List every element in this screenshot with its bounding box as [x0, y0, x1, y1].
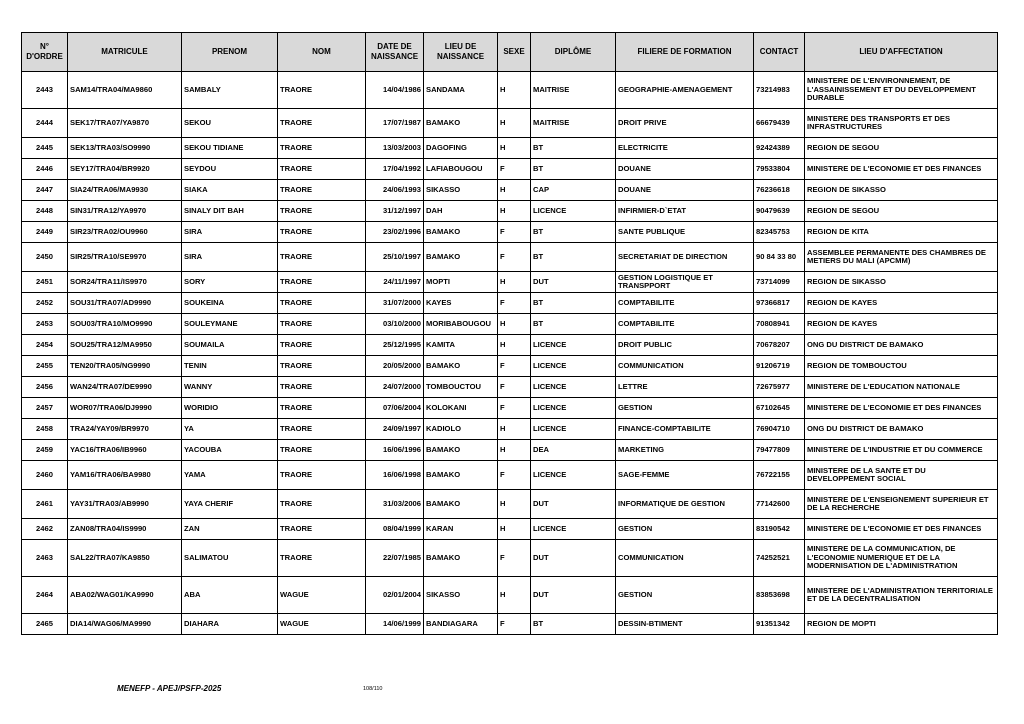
cell-date: 31/07/2000: [366, 293, 424, 314]
table-row: [22, 519, 998, 540]
cell-affectation: MINISTERE DE L'EDUCATION NATIONALE: [805, 377, 998, 398]
assignment-table: [21, 32, 998, 635]
cell-sexe: F: [498, 159, 531, 180]
cell-ordre: 2457: [22, 398, 68, 419]
cell-date: 24/07/2000: [366, 377, 424, 398]
cell-matricule: SEK13/TRA03/SO9990: [68, 138, 182, 159]
cell-diplome: DEA: [531, 440, 616, 461]
cell-prenom: DIAHARA: [182, 614, 278, 635]
cell-lieu: BAMAKO: [424, 540, 498, 577]
cell-contact: 90 84 33 80: [754, 243, 805, 272]
cell-ordre: 2461: [22, 490, 68, 519]
cell-nom: TRAORE: [278, 356, 366, 377]
table-row: [22, 356, 998, 377]
cell-date: 24/06/1993: [366, 180, 424, 201]
cell-ordre: 2464: [22, 577, 68, 614]
cell-filiere: COMPTABILITE: [616, 314, 754, 335]
cell-affectation: REGION DE KAYES: [805, 314, 998, 335]
table-row: [22, 398, 998, 419]
cell-diplome: LICENCE: [531, 335, 616, 356]
cell-matricule: ZAN08/TRA04/IS9990: [68, 519, 182, 540]
cell-diplome: MAITRISE: [531, 72, 616, 109]
cell-contact: 67102645: [754, 398, 805, 419]
cell-prenom: SINALY DIT BAH: [182, 201, 278, 222]
cell-prenom: WANNY: [182, 377, 278, 398]
cell-contact: 73214983: [754, 72, 805, 109]
cell-ordre: 2443: [22, 72, 68, 109]
cell-sexe: H: [498, 577, 531, 614]
cell-affectation: REGION DE SIKASSO: [805, 180, 998, 201]
cell-affectation: REGION DE SIKASSO: [805, 272, 998, 293]
cell-contact: 76236618: [754, 180, 805, 201]
cell-matricule: SEY17/TRA04/BR9920: [68, 159, 182, 180]
cell-date: 22/07/1985: [366, 540, 424, 577]
cell-affectation: ONG DU DISTRICT DE BAMAKO: [805, 419, 998, 440]
cell-lieu: BAMAKO: [424, 109, 498, 138]
cell-lieu: BAMAKO: [424, 490, 498, 519]
cell-nom: TRAORE: [278, 398, 366, 419]
cell-affectation: MINISTERE DE L'ADMINISTRATION TERRITORIALE ET DE LA DECENTRALISATION: [805, 577, 998, 614]
cell-sexe: H: [498, 419, 531, 440]
cell-diplome: DUT: [531, 577, 616, 614]
cell-diplome: DUT: [531, 272, 616, 293]
col-header-sexe: SEXE: [498, 33, 531, 72]
cell-lieu: LAFIABOUGOU: [424, 159, 498, 180]
cell-contact: 90479639: [754, 201, 805, 222]
cell-ordre: 2454: [22, 335, 68, 356]
cell-nom: WAGUE: [278, 577, 366, 614]
table-row: [22, 272, 998, 293]
cell-diplome: BT: [531, 222, 616, 243]
cell-matricule: WAN24/TRA07/DE9990: [68, 377, 182, 398]
cell-affectation: MINISTERE DE L'ECONOMIE ET DES FINANCES: [805, 159, 998, 180]
cell-affectation: ASSEMBLEE PERMANENTE DES CHAMBRES DE METIERS DU MALI (APCMM): [805, 243, 998, 272]
cell-lieu: SIKASSO: [424, 577, 498, 614]
table-row: [22, 138, 998, 159]
cell-prenom: SALIMATOU: [182, 540, 278, 577]
table-row: [22, 490, 998, 519]
cell-sexe: F: [498, 222, 531, 243]
cell-filiere: SECRETARIAT DE DIRECTION: [616, 243, 754, 272]
cell-ordre: 2465: [22, 614, 68, 635]
cell-nom: TRAORE: [278, 377, 366, 398]
cell-contact: 73714099: [754, 272, 805, 293]
cell-prenom: TENIN: [182, 356, 278, 377]
cell-ordre: 2447: [22, 180, 68, 201]
cell-matricule: TEN20/TRA05/NG9990: [68, 356, 182, 377]
cell-sexe: F: [498, 243, 531, 272]
cell-sexe: H: [498, 138, 531, 159]
table-row: [22, 72, 998, 109]
table-row: [22, 540, 998, 577]
cell-filiere: MARKETING: [616, 440, 754, 461]
cell-date: 17/04/1992: [366, 159, 424, 180]
cell-ordre: 2449: [22, 222, 68, 243]
cell-nom: WAGUE: [278, 614, 366, 635]
cell-diplome: LICENCE: [531, 461, 616, 490]
cell-prenom: SOULEYMANE: [182, 314, 278, 335]
cell-matricule: WOR07/TRA06/DJ9990: [68, 398, 182, 419]
col-header-contact: CONTACT: [754, 33, 805, 72]
cell-diplome: DUT: [531, 490, 616, 519]
cell-sexe: F: [498, 614, 531, 635]
cell-sexe: F: [498, 293, 531, 314]
cell-filiere: INFORMATIQUE DE GESTION: [616, 490, 754, 519]
cell-prenom: YA: [182, 419, 278, 440]
cell-diplome: LICENCE: [531, 519, 616, 540]
cell-sexe: H: [498, 440, 531, 461]
cell-prenom: SOUKEINA: [182, 293, 278, 314]
table-row: [22, 201, 998, 222]
cell-filiere: DROIT PUBLIC: [616, 335, 754, 356]
cell-affectation: MINISTERE DE L'ENSEIGNEMENT SUPERIEUR ET DE LA RECHERCHE: [805, 490, 998, 519]
cell-date: 14/04/1986: [366, 72, 424, 109]
table-row: [22, 293, 998, 314]
col-header-ordre: N° D'ORDRE: [22, 33, 68, 72]
col-header-date: DATE DE NAISSANCE: [366, 33, 424, 72]
cell-lieu: SANDAMA: [424, 72, 498, 109]
cell-filiere: GEOGRAPHIE-AMENAGEMENT: [616, 72, 754, 109]
cell-contact: 74252521: [754, 540, 805, 577]
cell-contact: 79477809: [754, 440, 805, 461]
cell-date: 20/05/2000: [366, 356, 424, 377]
table-row: [22, 614, 998, 635]
cell-filiere: COMPTABILITE: [616, 293, 754, 314]
cell-nom: TRAORE: [278, 335, 366, 356]
cell-matricule: SIN31/TRA12/YA9970: [68, 201, 182, 222]
cell-diplome: LICENCE: [531, 398, 616, 419]
cell-matricule: SOU31/TRA07/AD9990: [68, 293, 182, 314]
col-header-prenom: PRENOM: [182, 33, 278, 72]
cell-ordre: 2450: [22, 243, 68, 272]
cell-ordre: 2451: [22, 272, 68, 293]
cell-ordre: 2455: [22, 356, 68, 377]
cell-ordre: 2459: [22, 440, 68, 461]
cell-contact: 72675977: [754, 377, 805, 398]
cell-prenom: SEYDOU: [182, 159, 278, 180]
cell-contact: 70808941: [754, 314, 805, 335]
cell-lieu: TOMBOUCTOU: [424, 377, 498, 398]
cell-lieu: KAYES: [424, 293, 498, 314]
table-row: [22, 419, 998, 440]
cell-diplome: BT: [531, 293, 616, 314]
cell-date: 24/09/1997: [366, 419, 424, 440]
cell-nom: TRAORE: [278, 272, 366, 293]
cell-sexe: H: [498, 201, 531, 222]
cell-sexe: H: [498, 72, 531, 109]
cell-sexe: H: [498, 519, 531, 540]
cell-contact: 77142600: [754, 490, 805, 519]
cell-diplome: DUT: [531, 540, 616, 577]
table-header: [22, 33, 998, 72]
cell-filiere: COMMUNICATION: [616, 540, 754, 577]
cell-ordre: 2446: [22, 159, 68, 180]
cell-ordre: 2445: [22, 138, 68, 159]
cell-nom: TRAORE: [278, 201, 366, 222]
cell-contact: 92424389: [754, 138, 805, 159]
cell-filiere: COMMUNICATION: [616, 356, 754, 377]
cell-date: 31/12/1997: [366, 201, 424, 222]
cell-prenom: SEKOU TIDIANE: [182, 138, 278, 159]
cell-nom: TRAORE: [278, 293, 366, 314]
cell-diplome: BT: [531, 314, 616, 335]
cell-affectation: ONG DU DISTRICT DE BAMAKO: [805, 335, 998, 356]
cell-matricule: SOU25/TRA12/MA9950: [68, 335, 182, 356]
cell-nom: TRAORE: [278, 72, 366, 109]
cell-affectation: MINISTERE DE LA COMMUNICATION, DE L'ECONOMIE NUMERIQUE ET DE LA MODERNISATION DE L'ADMINISTRATION: [805, 540, 998, 577]
cell-filiere: SAGE-FEMME: [616, 461, 754, 490]
cell-affectation: REGION DE TOMBOUCTOU: [805, 356, 998, 377]
cell-affectation: REGION DE KAYES: [805, 293, 998, 314]
cell-lieu: KARAN: [424, 519, 498, 540]
cell-matricule: SOR24/TRA11/IS9970: [68, 272, 182, 293]
col-header-diplome: DIPLÔME: [531, 33, 616, 72]
cell-date: 13/03/2003: [366, 138, 424, 159]
cell-prenom: SORY: [182, 272, 278, 293]
cell-ordre: 2452: [22, 293, 68, 314]
cell-lieu: BAMAKO: [424, 243, 498, 272]
cell-contact: 76904710: [754, 419, 805, 440]
col-header-matricule: MATRICULE: [68, 33, 182, 72]
cell-lieu: BAMAKO: [424, 440, 498, 461]
cell-diplome: CAP: [531, 180, 616, 201]
cell-ordre: 2456: [22, 377, 68, 398]
table-row: [22, 222, 998, 243]
cell-prenom: YAMA: [182, 461, 278, 490]
cell-lieu: MORIBABOUGOU: [424, 314, 498, 335]
cell-diplome: BT: [531, 614, 616, 635]
cell-date: 07/06/2004: [366, 398, 424, 419]
cell-ordre: 2453: [22, 314, 68, 335]
cell-date: 25/12/1995: [366, 335, 424, 356]
cell-contact: 79533804: [754, 159, 805, 180]
cell-lieu: BANDIAGARA: [424, 614, 498, 635]
cell-sexe: H: [498, 109, 531, 138]
cell-contact: 82345753: [754, 222, 805, 243]
cell-ordre: 2462: [22, 519, 68, 540]
cell-nom: TRAORE: [278, 314, 366, 335]
cell-matricule: SEK17/TRA07/YA9870: [68, 109, 182, 138]
cell-contact: 70678207: [754, 335, 805, 356]
cell-prenom: SOUMAILA: [182, 335, 278, 356]
cell-contact: 76722155: [754, 461, 805, 490]
cell-diplome: MAITRISE: [531, 109, 616, 138]
cell-date: 25/10/1997: [366, 243, 424, 272]
cell-matricule: DIA14/WAG06/MA9990: [68, 614, 182, 635]
cell-lieu: BAMAKO: [424, 222, 498, 243]
cell-nom: TRAORE: [278, 159, 366, 180]
cell-diplome: BT: [531, 159, 616, 180]
col-header-affectation: LIEU D'AFFECTATION: [805, 33, 998, 72]
table-row: [22, 180, 998, 201]
document-sheet: [21, 32, 998, 635]
cell-contact: 83190542: [754, 519, 805, 540]
cell-ordre: 2448: [22, 201, 68, 222]
cell-diplome: BT: [531, 243, 616, 272]
cell-diplome: LICENCE: [531, 356, 616, 377]
col-header-lieu: LIEU DE NAISSANCE: [424, 33, 498, 72]
cell-matricule: YAY31/TRA03/AB9990: [68, 490, 182, 519]
cell-contact: 66679439: [754, 109, 805, 138]
cell-sexe: F: [498, 540, 531, 577]
cell-nom: TRAORE: [278, 490, 366, 519]
cell-nom: TRAORE: [278, 109, 366, 138]
cell-filiere: GESTION: [616, 519, 754, 540]
col-header-nom: NOM: [278, 33, 366, 72]
cell-filiere: GESTION LOGISTIQUE ET TRANSPPORT: [616, 272, 754, 293]
cell-prenom: YAYA CHERIF: [182, 490, 278, 519]
table-row: [22, 335, 998, 356]
cell-matricule: YAC16/TRA06/IB9960: [68, 440, 182, 461]
cell-nom: TRAORE: [278, 461, 366, 490]
cell-lieu: DAH: [424, 201, 498, 222]
cell-date: 16/06/1998: [366, 461, 424, 490]
cell-sexe: H: [498, 314, 531, 335]
cell-matricule: SAM14/TRA04/MA9860: [68, 72, 182, 109]
cell-filiere: DESSIN-BTIMENT: [616, 614, 754, 635]
cell-affectation: REGION DE SEGOU: [805, 201, 998, 222]
cell-lieu: MOPTI: [424, 272, 498, 293]
cell-contact: 91206719: [754, 356, 805, 377]
table-row: [22, 440, 998, 461]
table-row: [22, 243, 998, 272]
cell-date: 02/01/2004: [366, 577, 424, 614]
cell-filiere: FINANCE-COMPTABILITE: [616, 419, 754, 440]
cell-ordre: 2460: [22, 461, 68, 490]
cell-date: 24/11/1997: [366, 272, 424, 293]
cell-matricule: SIR25/TRA10/SE9970: [68, 243, 182, 272]
cell-diplome: LICENCE: [531, 419, 616, 440]
cell-sexe: H: [498, 180, 531, 201]
cell-filiere: DROIT PRIVE: [616, 109, 754, 138]
cell-filiere: LETTRE: [616, 377, 754, 398]
cell-sexe: F: [498, 461, 531, 490]
cell-diplome: BT: [531, 138, 616, 159]
cell-nom: TRAORE: [278, 419, 366, 440]
cell-contact: 97366817: [754, 293, 805, 314]
cell-matricule: YAM16/TRA06/BA9980: [68, 461, 182, 490]
cell-sexe: F: [498, 377, 531, 398]
cell-affectation: MINISTERE DE L'INDUSTRIE ET DU COMMERCE: [805, 440, 998, 461]
table-row: [22, 159, 998, 180]
cell-lieu: KOLOKANI: [424, 398, 498, 419]
cell-prenom: SIRA: [182, 222, 278, 243]
table-row: [22, 377, 998, 398]
footer-reference: MENEFP - APEJ/PSFP-2025: [117, 684, 222, 693]
cell-lieu: BAMAKO: [424, 356, 498, 377]
cell-matricule: SIA24/TRA06/MA9930: [68, 180, 182, 201]
cell-sexe: H: [498, 335, 531, 356]
cell-affectation: REGION DE MOPTI: [805, 614, 998, 635]
cell-contact: 83853698: [754, 577, 805, 614]
cell-matricule: SAL22/TRA07/KA9850: [68, 540, 182, 577]
cell-sexe: F: [498, 356, 531, 377]
col-header-filiere: FILIERE DE FORMATION: [616, 33, 754, 72]
cell-diplome: LICENCE: [531, 377, 616, 398]
cell-prenom: WORIDIO: [182, 398, 278, 419]
cell-date: 16/06/1996: [366, 440, 424, 461]
cell-prenom: YACOUBA: [182, 440, 278, 461]
cell-nom: TRAORE: [278, 180, 366, 201]
cell-affectation: REGION DE KITA: [805, 222, 998, 243]
cell-filiere: SANTE PUBLIQUE: [616, 222, 754, 243]
cell-prenom: SIRA: [182, 243, 278, 272]
cell-diplome: LICENCE: [531, 201, 616, 222]
cell-filiere: DOUANE: [616, 180, 754, 201]
cell-matricule: ABA02/WAG01/KA9990: [68, 577, 182, 614]
cell-affectation: REGION DE SEGOU: [805, 138, 998, 159]
cell-prenom: ZAN: [182, 519, 278, 540]
cell-date: 03/10/2000: [366, 314, 424, 335]
cell-sexe: H: [498, 490, 531, 519]
table-body: [22, 72, 998, 635]
cell-date: 08/04/1999: [366, 519, 424, 540]
cell-lieu: BAMAKO: [424, 461, 498, 490]
cell-nom: TRAORE: [278, 519, 366, 540]
cell-prenom: SEKOU: [182, 109, 278, 138]
cell-affectation: MINISTERE DES TRANSPORTS ET DES INFRASTRUCTURES: [805, 109, 998, 138]
cell-ordre: 2458: [22, 419, 68, 440]
table-row: [22, 109, 998, 138]
cell-lieu: DAGOFING: [424, 138, 498, 159]
cell-sexe: F: [498, 398, 531, 419]
cell-matricule: SOU03/TRA10/MO9990: [68, 314, 182, 335]
cell-matricule: SIR23/TRA02/OU9960: [68, 222, 182, 243]
cell-filiere: INFIRMIER-D`ETAT: [616, 201, 754, 222]
table-row: [22, 577, 998, 614]
cell-ordre: 2463: [22, 540, 68, 577]
table-row: [22, 314, 998, 335]
cell-contact: 91351342: [754, 614, 805, 635]
table-row: [22, 461, 998, 490]
page-number: 108/110: [363, 686, 383, 692]
cell-prenom: ABA: [182, 577, 278, 614]
cell-ordre: 2444: [22, 109, 68, 138]
cell-date: 23/02/1996: [366, 222, 424, 243]
cell-lieu: KAMITA: [424, 335, 498, 356]
cell-nom: TRAORE: [278, 138, 366, 159]
cell-lieu: SIKASSO: [424, 180, 498, 201]
cell-date: 31/03/2006: [366, 490, 424, 519]
cell-matricule: TRA24/YAY09/BR9970: [68, 419, 182, 440]
cell-filiere: GESTION: [616, 398, 754, 419]
cell-date: 14/06/1999: [366, 614, 424, 635]
cell-sexe: H: [498, 272, 531, 293]
cell-affectation: MINISTERE DE L'ECONOMIE ET DES FINANCES: [805, 519, 998, 540]
cell-nom: TRAORE: [278, 222, 366, 243]
cell-date: 17/07/1987: [366, 109, 424, 138]
cell-filiere: DOUANE: [616, 159, 754, 180]
cell-lieu: KADIOLO: [424, 419, 498, 440]
cell-affectation: MINISTERE DE L'ECONOMIE ET DES FINANCES: [805, 398, 998, 419]
cell-nom: TRAORE: [278, 540, 366, 577]
cell-affectation: MINISTERE DE L'ENVIRONNEMENT, DE L'ASSAINISSEMENT ET DU DEVELOPPEMENT DURABLE: [805, 72, 998, 109]
cell-filiere: ELECTRICITE: [616, 138, 754, 159]
cell-filiere: GESTION: [616, 577, 754, 614]
cell-affectation: MINISTERE DE LA SANTE ET DU DEVELOPPEMENT SOCIAL: [805, 461, 998, 490]
cell-prenom: SIAKA: [182, 180, 278, 201]
cell-prenom: SAMBALY: [182, 72, 278, 109]
cell-nom: TRAORE: [278, 440, 366, 461]
cell-nom: TRAORE: [278, 243, 366, 272]
